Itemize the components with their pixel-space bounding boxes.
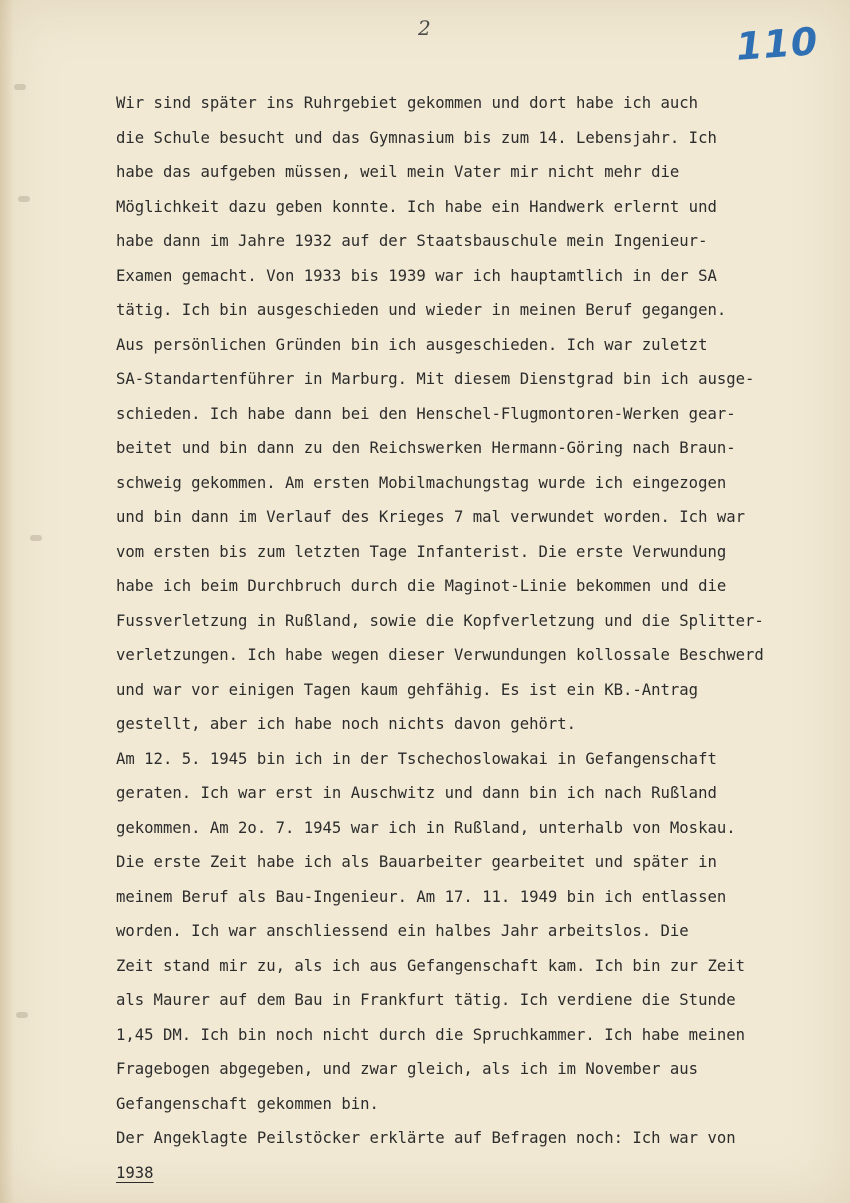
typed-text-body xyxy=(116,86,846,1190)
text-line-12: schweig gekommen. Am ersten Mobilmachungstag wurde ich eingezogen xyxy=(116,473,727,492)
text-line-2: die Schule besucht und das Gymnasium bis zum 14. Lebensjahr. Ich xyxy=(116,128,717,147)
text-line-30: Gefangenschaft gekommen bin. xyxy=(116,1094,379,1113)
text-line-6: Examen gemacht. Von 1933 bis 1939 war ich hauptamtlich in der SA xyxy=(116,266,717,285)
text-line-29: Fragebogen abgegeben, und zwar gleich, als ich im November aus xyxy=(116,1060,699,1078)
text-line-24: meinem Beruf als Bau-Ingenieur. Am 17. 11. 1949 bin ich entlassen xyxy=(116,887,727,906)
text-line-27: als Maurer auf dem Bau in Frankfurt tätig. Ich verdiene die Stunde xyxy=(116,991,736,1009)
text-line-32-underlined: 1938 xyxy=(116,1163,154,1182)
text-line-9: SA-Standartenführer in Marburg. Mit diesem Dienstgrad bin ich ausge- xyxy=(116,370,755,388)
text-line-21: geraten. Ich war erst in Auschwitz und dann bin ich nach Rußland xyxy=(116,784,717,802)
text-line-20: Am 12. 5. 1945 bin ich in der Tschechoslowakai in Gefangenschaft xyxy=(116,749,717,768)
text-line-8: Aus persönlichen Gründen bin ich ausgeschieden. Ich war zuletzt xyxy=(116,335,708,354)
text-line-3: habe das aufgeben müssen, weil mein Vater mir nicht mehr die xyxy=(116,163,680,181)
text-line-16: Fussverletzung in Rußland, sowie die Kopfverletzung und die Splitter- xyxy=(116,611,764,630)
text-line-17: verletzungen. Ich habe wegen dieser Verwundungen kollossale Beschwerd xyxy=(116,646,764,664)
text-line-7: tätig. Ich bin ausgeschieden und wieder in meinen Beruf gegangen. xyxy=(116,301,727,319)
text-line-5: habe dann im Jahre 1932 auf der Staatsbauschule mein Ingenieur- xyxy=(116,232,708,250)
text-line-23: Die erste Zeit habe ich als Bauarbeiter gearbeitet und später in xyxy=(116,853,717,871)
text-line-26: Zeit stand mir zu, als ich aus Gefangenschaft kam. Ich bin zur Zeit xyxy=(116,956,746,975)
text-line-4: Möglichkeit dazu geben konnte. Ich habe ein Handwerk erlernt und xyxy=(116,197,717,216)
text-line-14: vom ersten bis zum letzten Tage Infanterist. Die erste Verwundung xyxy=(116,542,727,561)
text-line-28: 1,45 DM. Ich bin noch nicht durch die Spruchkammer. Ich habe meinen xyxy=(116,1025,746,1044)
text-line-10: schieden. Ich habe dann bei den Henschel-Flugmontoren-Werken gear- xyxy=(116,404,736,423)
text-line-15: habe ich beim Durchbruch durch die Maginot-Linie bekommen und die xyxy=(116,577,727,595)
paper-edge-shadow xyxy=(0,0,14,1203)
text-line-19: gestellt, aber ich habe noch nichts davon gehört. xyxy=(116,715,577,733)
text-line-31: Der Angeklagte Peilstöcker erklärte auf Befragen noch: Ich war von xyxy=(116,1129,736,1147)
text-line-18: und war vor einigen Tagen kaum gehfähig. Es ist ein KB.-Antrag xyxy=(116,680,699,699)
text-line-25: worden. Ich war anschliessend ein halbes Jahr arbeitslos. Die xyxy=(116,922,689,940)
text-line-1: Wir sind später ins Ruhrgebiet gekommen und dort habe ich auch xyxy=(116,94,699,112)
text-line-22: gekommen. Am 2o. 7. 1945 war ich in Rußland, unterhalb von Moskau. xyxy=(116,818,736,837)
page-number: 2 xyxy=(418,16,431,40)
text-line-11: beitet und bin dann zu den Reichswerken Hermann-Göring nach Braun- xyxy=(116,439,736,457)
folio-number-handwritten: 110 xyxy=(734,19,820,69)
text-line-13: und bin dann im Verlauf des Krieges 7 mal verwundet worden. Ich war xyxy=(116,508,746,526)
